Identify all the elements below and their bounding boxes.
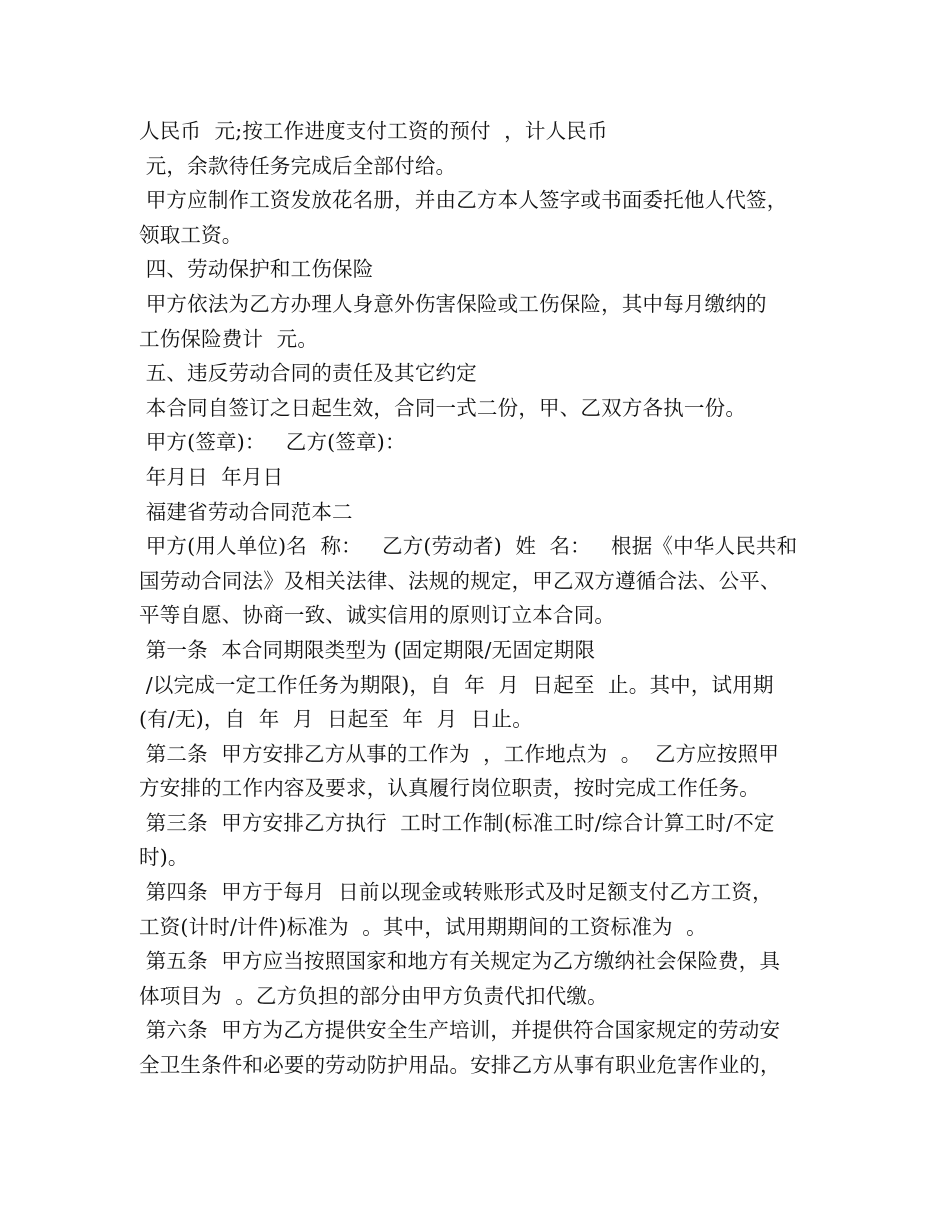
- text-line: 全卫生条件和必要的劳动防护用品。安排乙方从事有职业危害作业的，: [139, 1053, 781, 1078]
- text-line: 工资(计时/计件)标准为 。其中，试用期期间的工资标准为 。: [139, 914, 707, 939]
- signature-line: 甲方(签章)： 乙方(签章)：: [139, 430, 406, 455]
- section-heading: 四、劳动保护和工伤保险: [139, 257, 374, 282]
- text-line: 平等自愿、协商一致、诚实信用的原则订立本合同。: [139, 603, 616, 628]
- article-line: 第五条 甲方应当按照国家和地方有关规定为乙方缴纳社会保险费，具: [139, 949, 781, 974]
- text-line: 工伤保险费计 元。: [139, 326, 319, 351]
- article-line: 第一条 本合同期限类型为 (固定期限/无固定期限: [139, 637, 596, 662]
- article-line: 第四条 甲方于每月 日前以现金或转账形式及时足额支付乙方工资，: [139, 880, 773, 905]
- text-line: 人民币 元;按工作进度支付工资的预付 ，计人民币: [139, 119, 608, 143]
- article-line: 第二条 甲方安排乙方从事的工作为 ，工作地点为 。 乙方应按照甲: [139, 741, 780, 766]
- document-title: 福建省劳动合同范本二: [139, 499, 353, 524]
- text-line: 甲方依法为乙方办理人身意外伤害保险或工伤保险，其中每月缴纳的: [139, 291, 767, 316]
- text-line: 领取工资。: [139, 222, 243, 247]
- document-body: [139, 114, 839, 1083]
- text-line: 甲方应制作工资发放花名册，并由乙方本人签字或书面委托他人代签，: [139, 188, 788, 213]
- text-line: 甲方(用人单位)名 称： 乙方(劳动者) 姓 名： 根据《中华人民共和: [139, 534, 798, 559]
- text-line: 元，余款待任务完成后全部付给。: [139, 153, 457, 178]
- text-line: (有/无)，自 年 月 日起至 年 月 日止。: [139, 707, 533, 732]
- article-line: 第三条 甲方安排乙方执行 工时工作制(标准工时/综合计算工时/不定: [139, 810, 775, 835]
- text-line: /以完成一定工作任务为期限)，自 年 月 日起至 止。其中，试用期: [139, 672, 774, 697]
- section-heading: 五、违反劳动合同的责任及其它约定: [139, 361, 477, 386]
- article-line: 第六条 甲方为乙方提供安全生产培训，并提供符合国家规定的劳动安: [139, 1018, 781, 1043]
- text-line: 本合同自签订之日起生效，合同一式二份，甲、乙双方各执一份。: [139, 395, 747, 420]
- text-line: 国劳动合同法》及相关法律、法规的规定，甲乙双方遵循合法、公平、: [139, 568, 781, 593]
- text-line: 体项目为 。乙方负担的部分由甲方负责代扣代缴。: [139, 983, 608, 1008]
- text-line: 方安排的工作内容及要求，认真履行岗位职责，按时完成工作任务。: [139, 776, 760, 801]
- text-line: 时)。: [139, 845, 189, 870]
- date-line: 年月日 年月日: [139, 464, 284, 489]
